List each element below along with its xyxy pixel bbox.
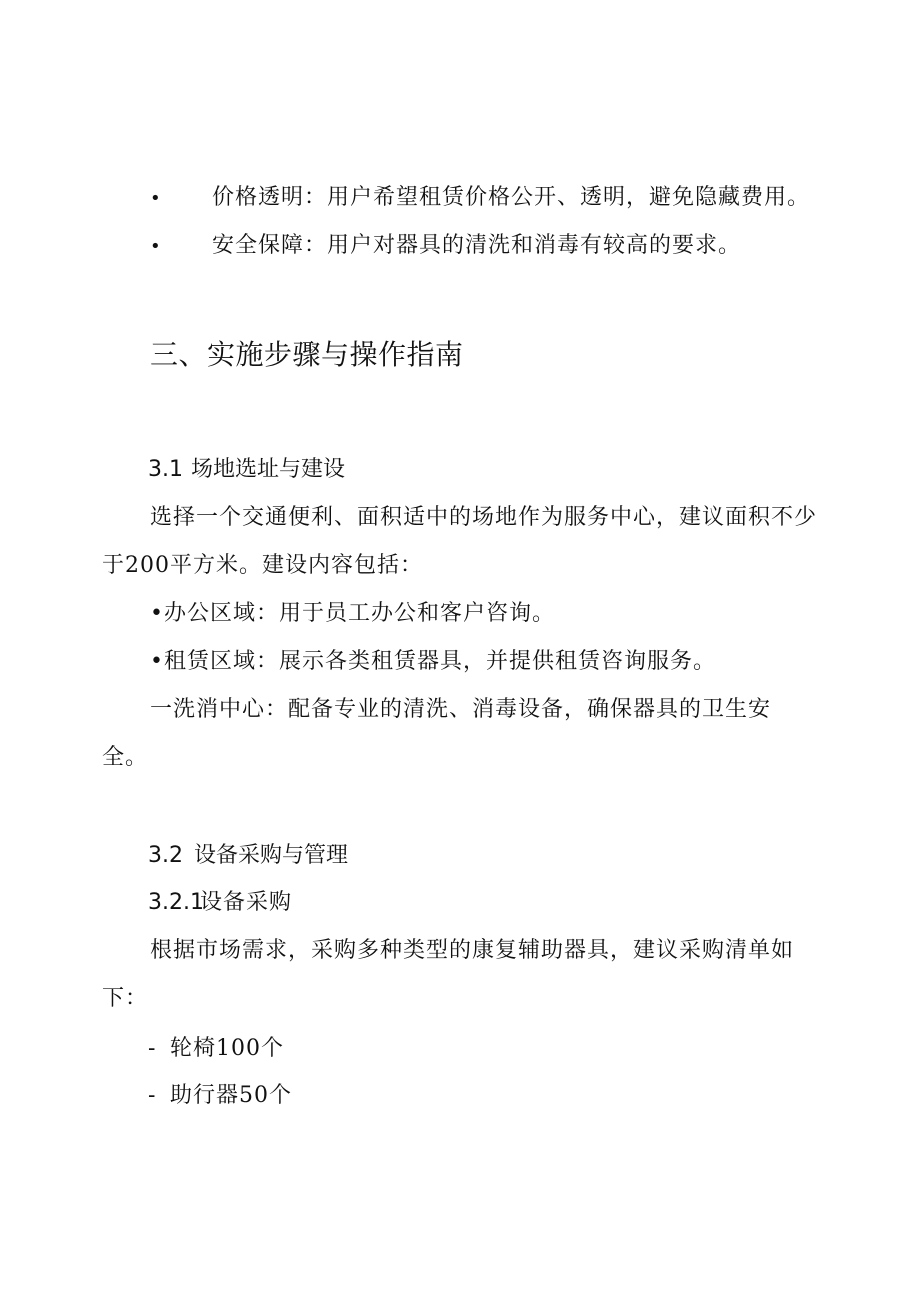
list-item-wheelchair: 轮椅100个 (170, 1036, 284, 1061)
bullet-text-safety: 安全保障：用户对器具的清洗和消毒有较高的要求。 (212, 233, 742, 258)
bullet-text-price-transparency: 价格透明：用户希望租赁价格公开、透明，避免隐藏费用。 (212, 185, 811, 210)
section-heading: 三、实施步骤与操作指南 (150, 338, 464, 371)
list-item-office: •办公区域：用于员工办公和客户咨询。 (150, 601, 555, 626)
subsection-number: 3.2 (148, 843, 183, 868)
list-item-walker: 助行器50个 (170, 1083, 292, 1108)
subsection-number: 3.1 (148, 457, 183, 482)
paragraph-line: 于200平方米。建设内容包括： (102, 553, 423, 578)
bullet-marker: • (150, 236, 161, 257)
sub-subsection-title: 设备采购 (200, 890, 293, 915)
dash-marker: - (148, 1036, 157, 1061)
list-item-rental: •租赁区域：展示各类租赁器具，并提供租赁咨询服务。 (150, 649, 716, 674)
list-item-cleaning: 一洗消中心：配备专业的清洗、消毒设备，确保器具的卫生安 (150, 697, 772, 722)
subsection-title: 场地选址与建设 (191, 457, 346, 482)
subsection-title: 设备采购与管理 (194, 843, 349, 868)
paragraph-line: 选择一个交通便利、面积适中的场地作为服务中心，建议面积不少 (150, 505, 818, 530)
paragraph-line: 根据市场需求，采购多种类型的康复辅助器具，建议采购清单如 (150, 938, 795, 963)
sub-subsection-number: 3.2.1 (148, 890, 204, 915)
paragraph-line: 下： (102, 986, 149, 1011)
dash-marker: - (148, 1083, 157, 1108)
list-item-cleaning-continued: 全。 (102, 745, 149, 770)
bullet-marker: • (150, 188, 161, 209)
